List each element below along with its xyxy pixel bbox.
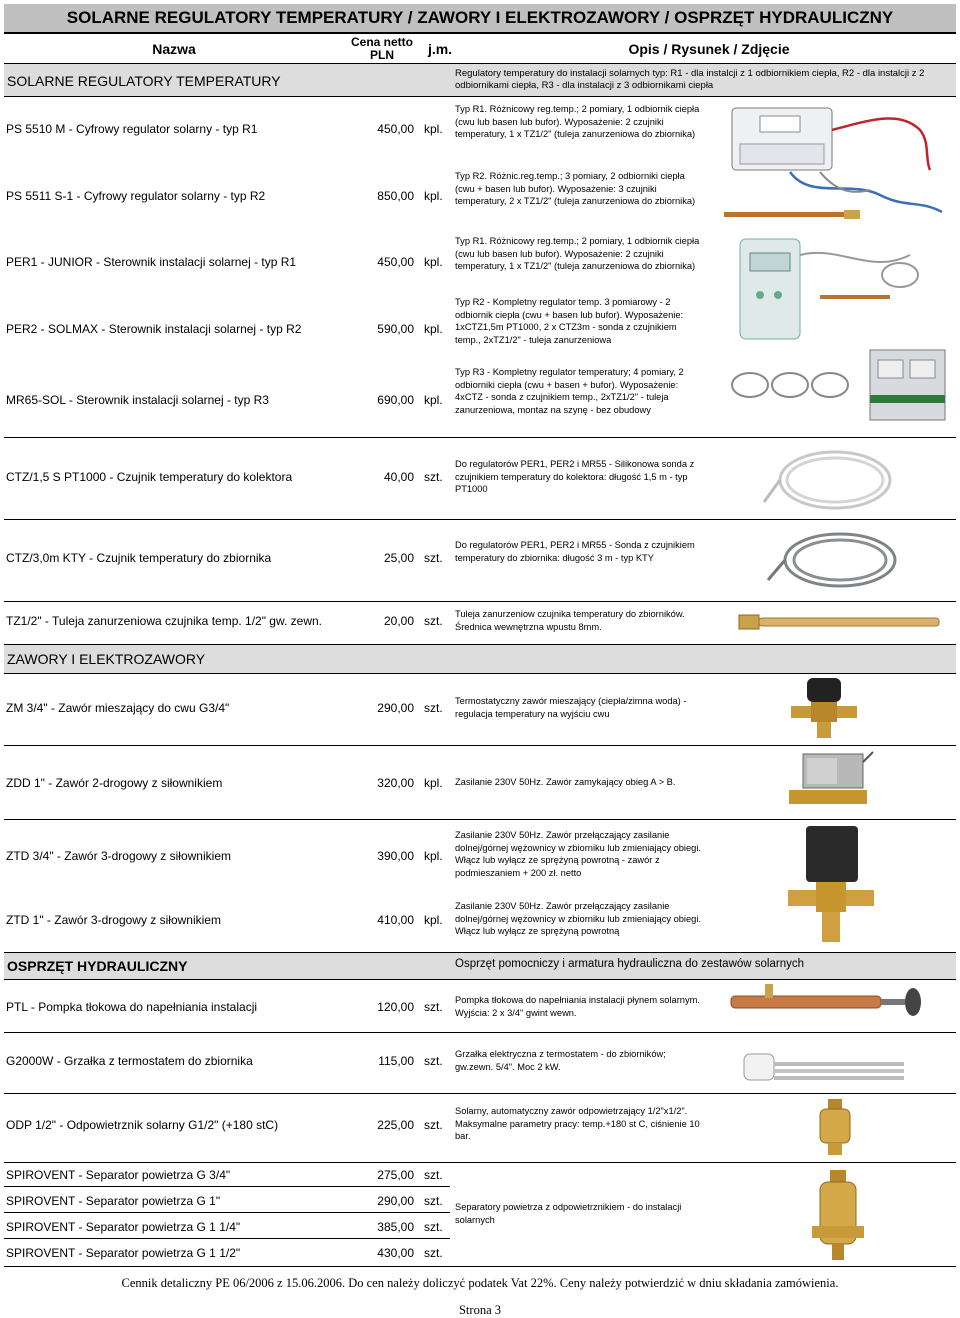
product-unit: szt. (424, 614, 443, 628)
product-name: PER2 - SOLMAX - Sterownik instalacji solarnej - typ R2 (6, 322, 302, 336)
product-desc: Typ R1. Różnicowy reg.temp.; 2 pomiary, 1 odbiornik ciepła (cwu lub basen lub bufor). Wyposażenie: 2 czujniki temperatury, 1 x TZ1/2" (tuleja zanurzeniowa do zbiornika) (455, 104, 700, 139)
thermowell-photo (735, 603, 945, 639)
product-price: 225,00 (377, 1118, 414, 1132)
product-price: 40,00 (383, 470, 414, 484)
product-unit: szt. (424, 701, 443, 715)
product-unit: kpl. (424, 776, 443, 790)
product-desc: Termostatyczny zawór mieszający (ciepła/zimna woda) - regulacja temperatury na wyjściu cwu (455, 696, 687, 719)
product-price: 430,00 (377, 1246, 414, 1260)
product-name: ZM 3/4" - Zawór mieszający do cwu G3/4" (6, 701, 230, 715)
product-price: 320,00 (377, 776, 414, 790)
product-desc: Do regulatorów PER1, PER2 i MR55 - Silikonowa sonda z czujnikiem temperatury do kolektora: długość 1,5 m - typ PT1000 (455, 459, 695, 494)
price-header-line2: PLN (370, 48, 394, 62)
product-name: ZTD 3/4" - Zawór 3-drogowy z siłownikiem (6, 849, 231, 863)
product-unit: szt. (424, 1168, 443, 1182)
product-unit: szt. (424, 1246, 443, 1260)
product-name: G2000W - Grzałka z termostatem do zbiornika (6, 1054, 253, 1068)
product-name: ODP 1/2" - Odpowietrznik solarny G1/2" (+180 stC) (6, 1118, 279, 1132)
row-separator (4, 1266, 956, 1267)
page-number-line (0, 1303, 960, 1318)
product-name: SPIROVENT - Separator powietrza G 1 1/4" (6, 1220, 241, 1234)
product-desc: Solarny, automatyczny zawór odpowietrzający 1/2"x1/2". Maksymalne parametry pracy: temp.+180 st C, ciśnienie 10 bar. (455, 1106, 700, 1141)
section-hydraulic-label: OSPRZĘT HYDRAULICZNY (7, 958, 188, 974)
price-header-line1: Cena netto (350, 35, 413, 49)
product-unit: kpl. (424, 849, 443, 863)
product-desc: Typ R1. Różnicowy reg.temp.; 2 pomiary, 1 odbiornik ciepła (cwu lub basen lub bufor). Wyposażenie: 2 czujniki temperatury, 1 x TZ1/2" (tuleja zanurzeniowa do zbiornika) (455, 236, 700, 271)
product-name: PS 5511 S-1 - Cyfrowy regulator solarny - typ R2 (6, 189, 266, 203)
spirovent-desc: Separatory powietrza z odpowietrznikiem - do instalacji solarnych (455, 1202, 682, 1225)
product-unit: szt. (424, 1220, 443, 1234)
product-name: SPIROVENT - Separator powietrza G 3/4" (6, 1168, 231, 1182)
page-label: Strona (458, 1303, 492, 1317)
product-desc: Zasilanie 230V 50Hz. Zawór przełączający zasilanie dolnej/górnej wężownicy w zbiorniku lub zmieniający obiegi. Włącz lub wyłącz ze sprężyną powrotną - zawór z podmieszaniem + 200 zł. netto (455, 830, 701, 878)
section-regulators-desc: Regulatory temperatury do instalacji solarnych typ: R1 - dla instalcji z 1 odbiornikiem ciepła, R2 - dla instalcji z 2 odbiornikami ciepła, R3 - dla instalacji z 3 odbiornikami ciepła (455, 68, 925, 91)
product-desc: Zasilanie 230V 50Hz. Zawór zamykający obieg A > B. (455, 777, 676, 787)
product-name: MR65-SOL - Sterownik instalacji solarnej - typ R3 (6, 393, 269, 407)
product-name: PS 5510 M - Cyfrowy regulator solarny - typ R1 (6, 122, 258, 136)
product-price: 450,00 (377, 122, 414, 136)
page-number: 3 (494, 1303, 501, 1317)
product-unit: kpl. (424, 189, 443, 203)
product-price: 20,00 (383, 614, 414, 628)
product-desc: Do regulatorów PER1, PER2 i MR55 - Sonda z czujnikiem temperatury do zbiornika: długość 3 m - typ KTY (455, 540, 695, 563)
hand-pump-photo (725, 980, 925, 1024)
product-unit: kpl. (424, 255, 443, 269)
product-desc: Typ R2. Różnic.reg.temp.; 3 pomiary, 2 odbiorniki ciepła (cwu + basen lub bufor). Wyposażenie: 3 czujniki temperatury, 2 x TZ1/2" (tuleja zanurzeniowa do zbiornika) (455, 171, 696, 206)
product-price: 290,00 (377, 1194, 414, 1208)
row-separator (4, 1186, 450, 1187)
section-valves (4, 644, 956, 674)
regulator-box-photo (720, 100, 950, 230)
product-price: 25,00 (383, 551, 414, 565)
product-desc: Grzałka elektryczna z termostatem - do zbiorników; gw.zewn. 5/4". Moc 2 kW. (455, 1049, 666, 1072)
product-desc: Pompka tłokowa do napełniania instalacji płynem solarnym. Wyjścia: 2 x 3/4" gwint wewn. (455, 995, 700, 1018)
product-price: 120,00 (377, 1000, 414, 1014)
product-price: 275,00 (377, 1168, 414, 1182)
column-header-name: Nazwa (152, 41, 196, 57)
product-unit: kpl. (424, 393, 443, 407)
row-separator (4, 1093, 956, 1094)
row-separator (4, 819, 956, 820)
section-regulators (4, 63, 956, 97)
product-name: TZ1/2" - Tuleja zanurzeniowa czujnika temp. 1/2" gw. zewn. (6, 614, 323, 628)
product-name: PER1 - JUNIOR - Sterownik instalacji solarnej - typ R1 (6, 255, 297, 269)
mixing-valve-photo (785, 676, 865, 742)
product-name: ZDD 1" - Zawór 2-drogowy z siłownikiem (6, 776, 223, 790)
product-unit: kpl. (424, 122, 443, 136)
product-name: ZTD 1" - Zawór 3-drogowy z siłownikiem (6, 913, 221, 927)
section-regulators-label: SOLARNE REGULATORY TEMPERATURY (7, 73, 281, 89)
product-price: 690,00 (377, 393, 414, 407)
row-separator (4, 1238, 450, 1239)
product-name: CTZ/1,5 S PT1000 - Czujnik temperatury do kolektora (6, 470, 293, 484)
row-separator (4, 1162, 956, 1163)
product-price: 450,00 (377, 255, 414, 269)
product-desc: Typ R3 - Kompletny regulator temperatury; 4 pomiary, 2 odbiorniki ciepła (cwu + basen + bufor). Wyposażenie: 4xCTZ - sonda z czujnikiem temp., 2xTZ1/2" - tuleja zanurzeniowa, montaz na szynę - bez obudowy (455, 367, 684, 415)
controller-photo (720, 235, 950, 435)
product-name: SPIROVENT - Separator powietrza G 1 1/2" (6, 1246, 241, 1260)
row-separator (4, 1212, 450, 1213)
product-price: 850,00 (377, 189, 414, 203)
product-price: 385,00 (377, 1220, 414, 1234)
product-desc: Tuleja zanurzeniow czujnika temperatury do zbiorników. Średnica wewnętrzna wpustu 8mm. (455, 609, 685, 632)
product-name: SPIROVENT - Separator powietrza G 1" (6, 1194, 221, 1208)
section-hydraulic-desc: Osprzęt pomocniczy i armatura hydrauliczna do zestawów solarnych (455, 958, 804, 970)
page-title: SOLARNE REGULATORY TEMPERATURY / ZAWORY I ELEKTROZAWORY / OSPRZĘT HYDRAULICZNY (4, 4, 956, 34)
product-unit: szt. (424, 1054, 443, 1068)
product-price: 410,00 (377, 913, 414, 927)
product-price: 390,00 (377, 849, 414, 863)
footer-note: Cennik detaliczny PE 06/2006 z 15.06.2006. Do cen należy doliczyć podatek Vat 22%. Ceny należy potwierdzić w dniu składania zamówienia. (121, 1276, 839, 1290)
column-header-desc: Opis / Rysunek / Zdjęcie (628, 41, 790, 57)
row-separator (4, 601, 956, 602)
product-unit: szt. (424, 1118, 443, 1132)
three-way-valve-photo (780, 822, 880, 950)
product-name: PTL - Pompka tłokowa do napełniania instalacji (6, 1000, 258, 1014)
product-unit: kpl. (424, 322, 443, 336)
immersion-heater-photo (740, 1040, 910, 1092)
row-separator (4, 1032, 956, 1033)
product-unit: szt. (424, 1194, 443, 1208)
air-vent-photo (810, 1097, 860, 1159)
product-price: 590,00 (377, 322, 414, 336)
product-price: 115,00 (378, 1054, 414, 1068)
product-desc: Zasilanie 230V 50Hz. Zawór przełączający zasilanie dolnej/górnej wężownicy w zbiorniku lub zmieniający obiegi. Włącz lub wyłącz ze sprężyną powrotną (455, 901, 701, 936)
section-valves-label: ZAWORY I ELEKTROZAWORY (7, 651, 206, 667)
product-unit: szt. (424, 1000, 443, 1014)
product-unit: kpl. (424, 913, 443, 927)
product-unit: szt. (424, 551, 443, 565)
product-unit: szt. (424, 470, 443, 484)
section-hydraulic (4, 952, 956, 980)
row-separator (4, 519, 956, 520)
sensor-cable-photo (760, 522, 910, 598)
air-separator-photo (810, 1168, 866, 1264)
row-separator (4, 745, 956, 746)
product-desc: Typ R2 - Kompletny regulator temp. 3 pomiarowy - 2 odbiornik ciepła (cwu + basen lub bufor). Wyposażenie: 1xCTZ1,5m PT1000, 2 x CTZ3m - sonda z czujnikiem temp., 2xTZ1/2" - tuleja zanurzeniowa (455, 297, 684, 345)
product-name: CTZ/3,0m KTY - Czujnik temperatury do zbiornika (6, 551, 272, 565)
product-price: 290,00 (377, 701, 414, 715)
sensor-cable-photo (760, 442, 910, 517)
column-header-price (346, 36, 418, 62)
column-header-unit: j.m. (427, 41, 453, 57)
row-separator (4, 437, 956, 438)
two-way-valve-photo (785, 748, 875, 814)
